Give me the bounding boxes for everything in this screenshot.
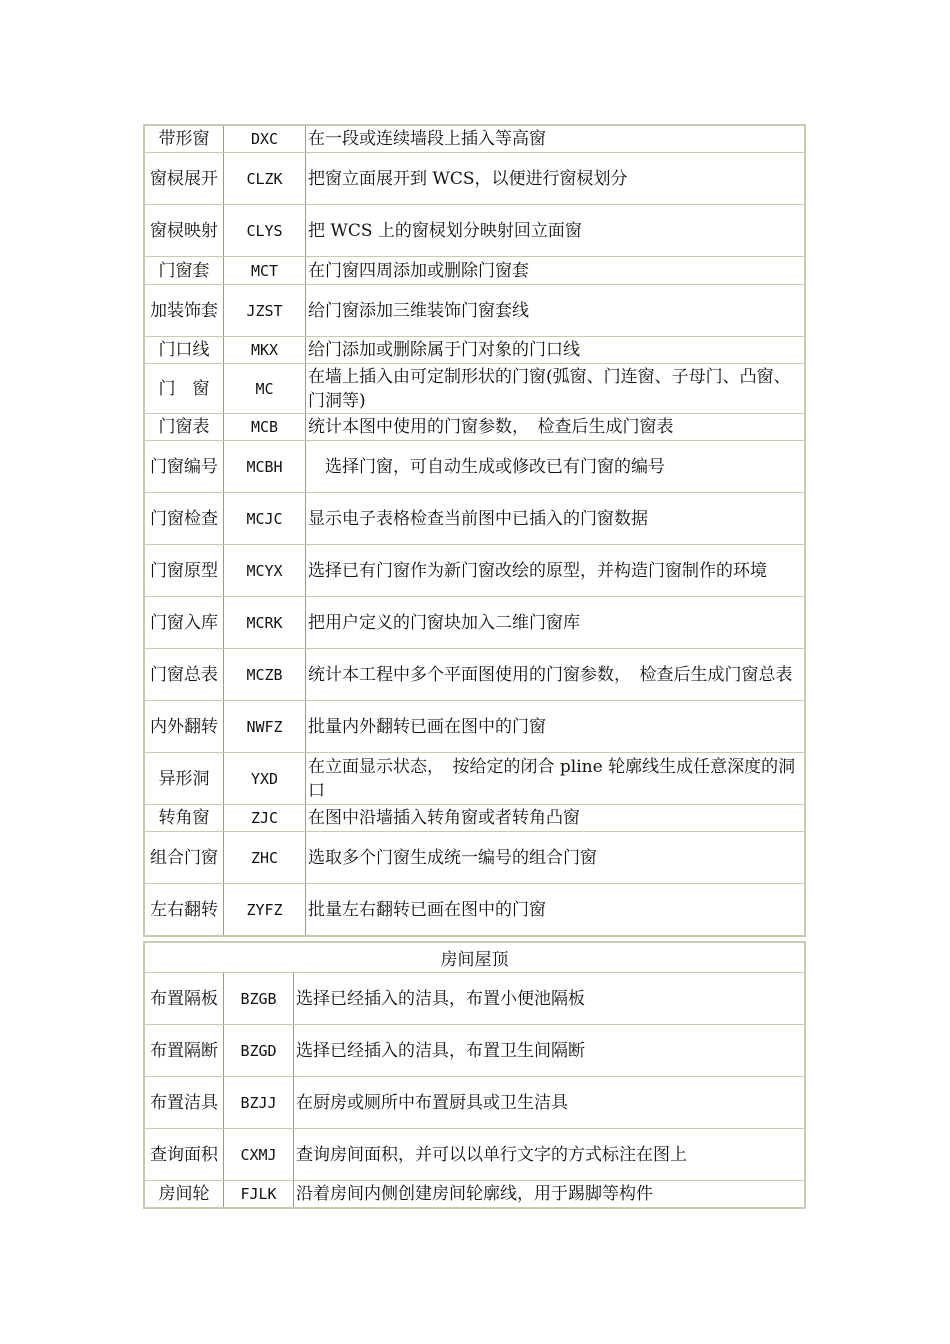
command-description: 查询房间面积，并可以以单行文字的方式标注在图上 [296, 1144, 687, 1165]
command-code: BZGD [224, 1025, 294, 1076]
command-name [145, 441, 224, 492]
command-description: 选择门窗，可自动生成或修改已有门窗的编号 [308, 456, 665, 477]
table-row [145, 205, 804, 257]
command-name [145, 126, 224, 152]
table-row [145, 832, 804, 884]
command-name [145, 701, 224, 752]
table-row [145, 126, 804, 153]
command-name-text: 门窗编号 [150, 456, 218, 477]
command-name-text: 内外翻转 [150, 716, 218, 737]
table-row [145, 884, 804, 935]
command-description: 选择已经插入的洁具，布置卫生间隔断 [296, 1040, 585, 1061]
table-row [145, 414, 804, 441]
command-code: MCZB [224, 649, 306, 700]
command-code: MCBH [224, 441, 306, 492]
command-description: 选择已有门窗作为新门窗改绘的原型，并构造门窗制作的环境 [308, 560, 767, 581]
command-code: NWFZ [224, 701, 306, 752]
command-description: 给门添加或删除属于门对象的门口线 [308, 340, 580, 360]
command-description: 在厨房或厕所中布置厨具或卫生洁具 [296, 1092, 568, 1113]
table-row [145, 545, 804, 597]
command-description: 批量内外翻转已画在图中的门窗 [308, 716, 546, 737]
command-description: 统计本图中使用的门窗参数， 检查后生成门窗表 [308, 417, 674, 437]
command-code: DXC [224, 126, 306, 152]
command-code: MCJC [224, 493, 306, 544]
command-code: MCB [224, 414, 306, 440]
command-name-text: 布置隔断 [150, 1040, 218, 1061]
command-name [145, 545, 224, 596]
command-name-text: 房间轮 [158, 1184, 210, 1204]
table-row [145, 364, 804, 414]
command-description: 在立面显示状态， 按给定的闭合 pline 轮廓线生成任意深度的洞口 [308, 756, 796, 801]
command-code: BZJJ [224, 1077, 294, 1128]
command-name [145, 257, 224, 284]
command-name [145, 364, 224, 413]
table-row [145, 753, 804, 805]
table-row [145, 285, 804, 337]
command-description: 统计本工程中多个平面图使用的门窗参数， 检查后生成门窗总表 [308, 664, 793, 685]
section-header [145, 943, 804, 973]
command-table-rooms-roofs [143, 941, 806, 1209]
command-name-text: 查询面积 [150, 1144, 218, 1165]
command-name-text: 窗棂展开 [150, 168, 218, 189]
table-row [145, 701, 804, 753]
table-row [145, 1025, 804, 1077]
command-description: 把窗立面展开到 WCS，以便进行窗棂划分 [308, 168, 628, 189]
table-row [145, 1077, 804, 1129]
command-name [145, 414, 224, 440]
command-name-text: 异形洞 [158, 768, 210, 789]
command-name-text: 门窗表 [158, 417, 210, 437]
command-code: JZST [224, 285, 306, 336]
command-name [145, 1077, 224, 1128]
table-row [145, 1129, 804, 1181]
command-code: ZYFZ [224, 884, 306, 935]
command-description: 批量左右翻转已画在图中的门窗 [308, 899, 546, 920]
command-name [145, 832, 224, 883]
command-name-text: 加装饰套 [150, 300, 218, 321]
command-name [145, 153, 224, 204]
table-row [145, 1181, 804, 1207]
command-name-text: 门窗入库 [150, 612, 218, 633]
command-name [145, 805, 224, 831]
table-row [145, 493, 804, 545]
command-name-text: 门窗检查 [150, 508, 218, 529]
command-code: YXD [224, 753, 306, 804]
command-table-doors-windows [143, 124, 806, 937]
command-name [145, 753, 224, 804]
command-name [145, 205, 224, 256]
command-name [145, 337, 224, 363]
command-name-text: 布置隔板 [150, 988, 218, 1009]
table-row [145, 597, 804, 649]
command-description: 显示电子表格检查当前图中已插入的门窗数据 [308, 508, 648, 529]
command-name [145, 597, 224, 648]
command-code: ZHC [224, 832, 306, 883]
command-name-text: 门口线 [158, 340, 210, 360]
command-code: ZJC [224, 805, 306, 831]
command-name [145, 973, 224, 1024]
command-code: CXMJ [224, 1129, 294, 1180]
section-title: 房间屋顶 [440, 950, 509, 970]
command-name [145, 1129, 224, 1180]
table-row [145, 257, 804, 285]
command-code: MCYX [224, 545, 306, 596]
command-description: 沿着房间内侧创建房间轮廓线，用于踢脚等构件 [296, 1184, 653, 1204]
command-name [145, 884, 224, 935]
table-row [145, 973, 804, 1025]
command-name-text: 门窗套 [158, 260, 210, 281]
command-description: 选择已经插入的洁具，布置小便池隔板 [296, 988, 585, 1009]
table-row [145, 441, 804, 493]
command-name-text: 门窗总表 [150, 664, 218, 685]
command-name [145, 1025, 224, 1076]
command-code: CLYS [224, 205, 306, 256]
command-description: 在墙上插入由可定制形状的门窗(弧窗、门连窗、子母门、凸窗、门洞等) [308, 366, 791, 411]
command-description: 在门窗四周添加或删除门窗套 [308, 260, 529, 281]
command-description: 选取多个门窗生成统一编号的组合门窗 [308, 847, 597, 868]
command-description: 把 WCS 上的窗棂划分映射回立面窗 [308, 220, 582, 241]
command-code: MCRK [224, 597, 306, 648]
command-code: BZGB [224, 973, 294, 1024]
command-name-text: 左右翻转 [150, 899, 218, 920]
command-name-text: 带形窗 [158, 129, 210, 149]
command-code: MC [224, 364, 306, 413]
command-name-text: 门 窗 [158, 378, 210, 399]
command-name-text: 转角窗 [158, 808, 210, 828]
command-name-text: 窗棂映射 [150, 220, 218, 241]
table-row [145, 805, 804, 832]
command-name-text: 组合门窗 [150, 847, 218, 868]
table-row [145, 337, 804, 364]
command-description: 把用户定义的门窗块加入二维门窗库 [308, 612, 580, 633]
command-name [145, 1181, 224, 1207]
command-name [145, 285, 224, 336]
command-code: MCT [224, 257, 306, 284]
command-name-text: 门窗原型 [150, 560, 218, 581]
command-name [145, 649, 224, 700]
table-row [145, 649, 804, 701]
command-code: FJLK [224, 1181, 294, 1207]
table-row [145, 153, 804, 205]
command-description: 在图中沿墙插入转角窗或者转角凸窗 [308, 808, 580, 828]
command-description: 给门窗添加三维装饰门窗套线 [308, 300, 529, 321]
command-name [145, 493, 224, 544]
command-code: MKX [224, 337, 306, 363]
command-name-text: 布置洁具 [150, 1092, 218, 1113]
command-description: 在一段或连续墙段上插入等高窗 [308, 129, 546, 149]
command-code: CLZK [224, 153, 306, 204]
